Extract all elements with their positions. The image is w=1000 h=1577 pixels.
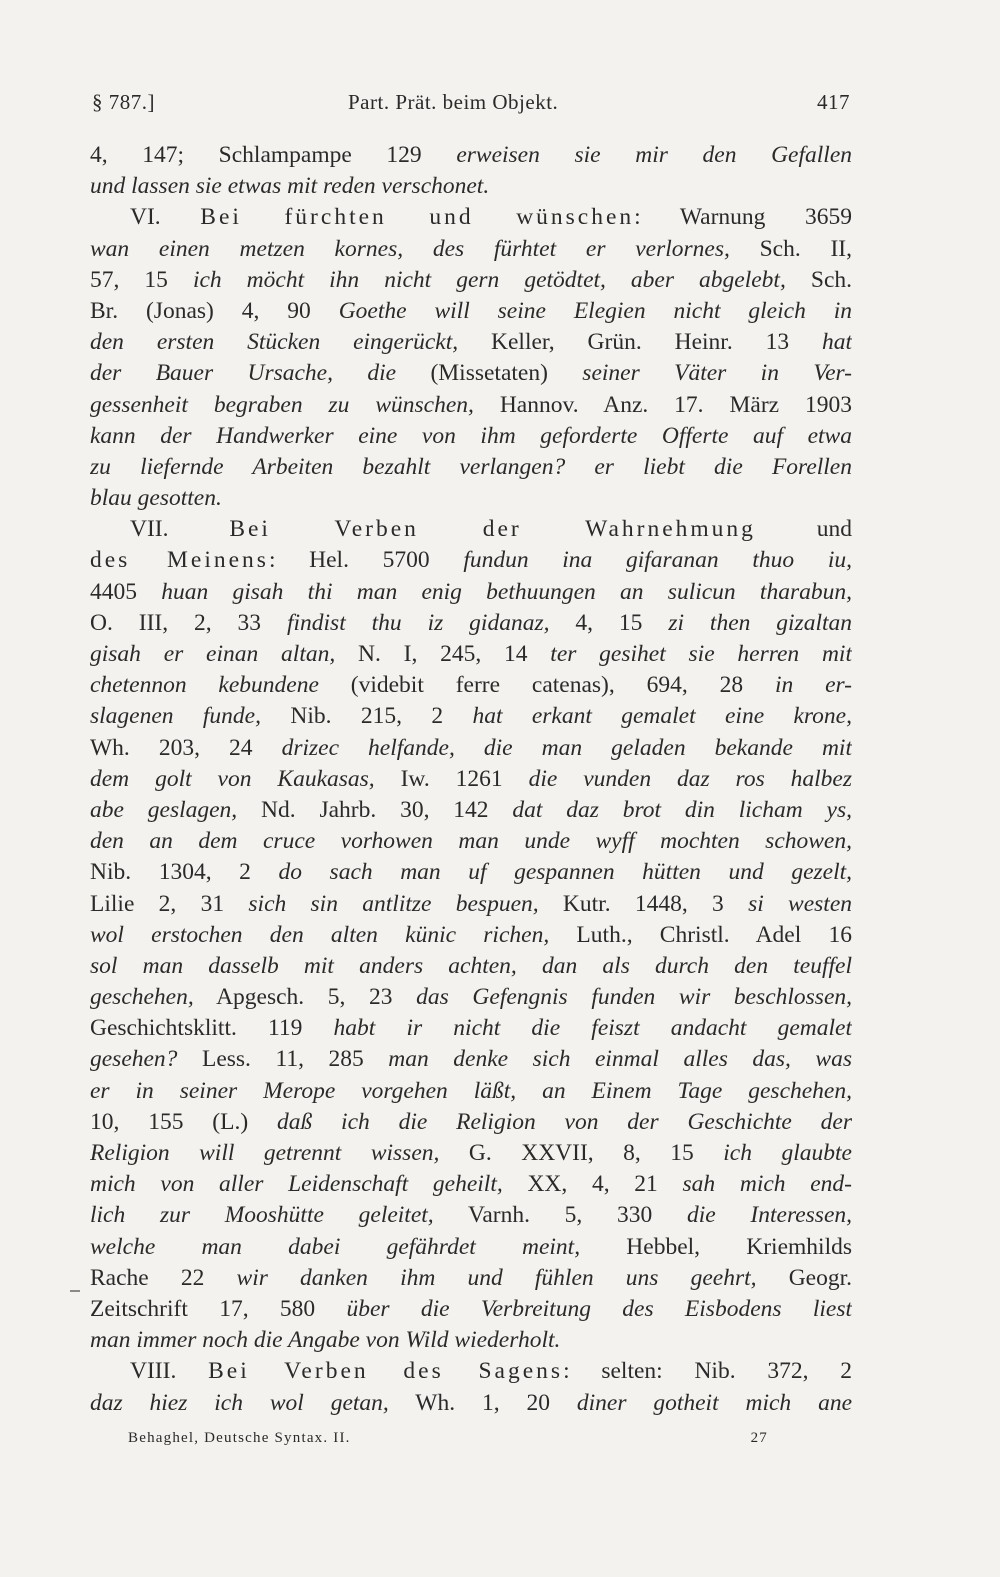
text-line: wan einen metzen kornes, des fürhtet er verlornes, Sch. II, [90,235,852,262]
sheet-number: 27 [750,1430,768,1446]
text-line: Br. (Jonas) 4, 90 Goethe will seine Elegien nicht gleich in [90,297,852,324]
text-line: Nib. 1304, 2 do sach man uf gespannen hütten und gezelt, [90,859,852,886]
text-line: 4, 147; Schlampampe 129 erweisen sie mir den Gefallen [90,142,852,168]
text-line: abe geslagen, Nd. Jahrb. 30, 142 dat daz brot din licham ys, [90,796,852,823]
text-line: man immer noch die Angabe von Wild wiederholt. [90,1327,561,1354]
text-line: Religion will getrennt wissen, G. XXVII, 8, 15 ich glaubte [90,1140,852,1166]
text-line: und lassen sie etwas mit reden verschonet. [90,173,490,200]
section-reference: § 787.] [92,90,155,114]
text-line: chetennon kebundene (videbit ferre catenas), 694, 28 in er- [90,672,852,699]
page-footer [128,1430,768,1454]
text-line: gessenheit begraben zu wünschen, Hannov. Anz. 17. März 1903 [90,391,852,418]
text-line: des Meinens: Hel. 5700 fundun ina gifaranan thuo iu, [90,547,852,574]
text-line: blau gesotten. [90,485,222,512]
text-line: slagenen funde, Nib. 215, 2 hat erkant gemalet eine krone, [90,703,852,730]
text-line: zu liefernde Arbeiten bezahlt verlangen? er liebt die Forellen [90,453,852,480]
text-line: er in seiner Merope vorgehen läßt, an Einem Tage geschehen, [90,1077,852,1104]
text-line: kann der Handwerker eine von ihm geforderte Offerte auf etwa [90,422,852,449]
text-line: der Bauer Ursache, die (Missetaten) seiner Väter in Ver- [90,360,852,387]
body-text [90,140,852,1419]
page-title: Part. Prät. beim Objekt. [348,90,559,114]
text-line: 4405 huan gisah thi man enig bethuungen an sulicun tharabun, [90,578,852,605]
text-line: Lilie 2, 31 sich sin antlitze bespuen, Kutr. 1448, 3 si westen [90,890,852,917]
text-line: lich zur Mooshütte geleitet, Varnh. 5, 330 die Interessen, [90,1202,852,1229]
text-line: dem golt von Kaukasas, Iw. 1261 die vunden daz ros halbez [90,765,852,792]
text-line: sol man dasselb mit anders achten, dan als durch den teuffel [90,952,852,979]
text-line: daz hiez ich wol getan, Wh. 1, 20 diner gotheit mich ane [90,1389,852,1416]
running-header [92,90,852,120]
text-line: Wh. 203, 24 drizec helfande, die man geladen bekande mit [90,734,852,761]
signature-line: Behaghel, Deutsche Syntax. II. [128,1430,351,1446]
text-line: Zeitschrift 17, 580 über die Verbreitung des Eisbodens liest [90,1295,852,1322]
text-line: welche man dabei gefährdet meint, Hebbel, Kriemhilds [90,1233,852,1260]
text-line: gesehen? Less. 11, 285 man denke sich einmal alles das, was [90,1046,852,1073]
text-line: gisah er einan altan, N. I, 245, 14 ter gesihet sie herren mit [90,641,852,667]
text-line: Rache 22 wir danken ihm und fühlen uns geehrt, Geogr. [90,1264,852,1291]
text-line: Geschichtsklitt. 119 habt ir nicht die feiszt andacht gemalet [90,1015,852,1042]
text-line: 57, 15 ich möcht ihn nicht gern getödtet, aber abgelebt, Sch. [90,266,852,293]
text-line: mich von aller Leidenschaft geheilt, XX, 4, 21 sah mich end- [90,1171,852,1198]
text-line: wol erstochen den alten künic richen, Luth., Christl. Adel 16 [90,921,852,948]
text-line: den ersten Stücken eingerückt, Keller, Grün. Heinr. 13 hat [90,329,852,356]
scan-mark [70,1290,80,1292]
text-line: VIII. Bei Verben des Sagens: selten: Nib. 372, 2 [130,1358,852,1385]
text-line: 10, 155 (L.) daß ich die Religion von der Geschichte der [90,1108,852,1135]
text-line: VI. Bei fürchten und wünschen: Warnung 3659 [130,204,852,231]
text-line: VII. Bei Verben der Wahrnehmung und [130,516,852,543]
page-number: 417 [817,90,850,114]
text-line: den an dem cruce vorhowen man unde wyff mochten schowen, [90,828,852,855]
text-line: geschehen, Apgesch. 5, 23 das Gefengnis funden wir beschlossen, [90,984,852,1011]
text-line: O. III, 2, 33 findist thu iz gidanaz, 4, 15 zi then gizaltan [90,609,852,636]
